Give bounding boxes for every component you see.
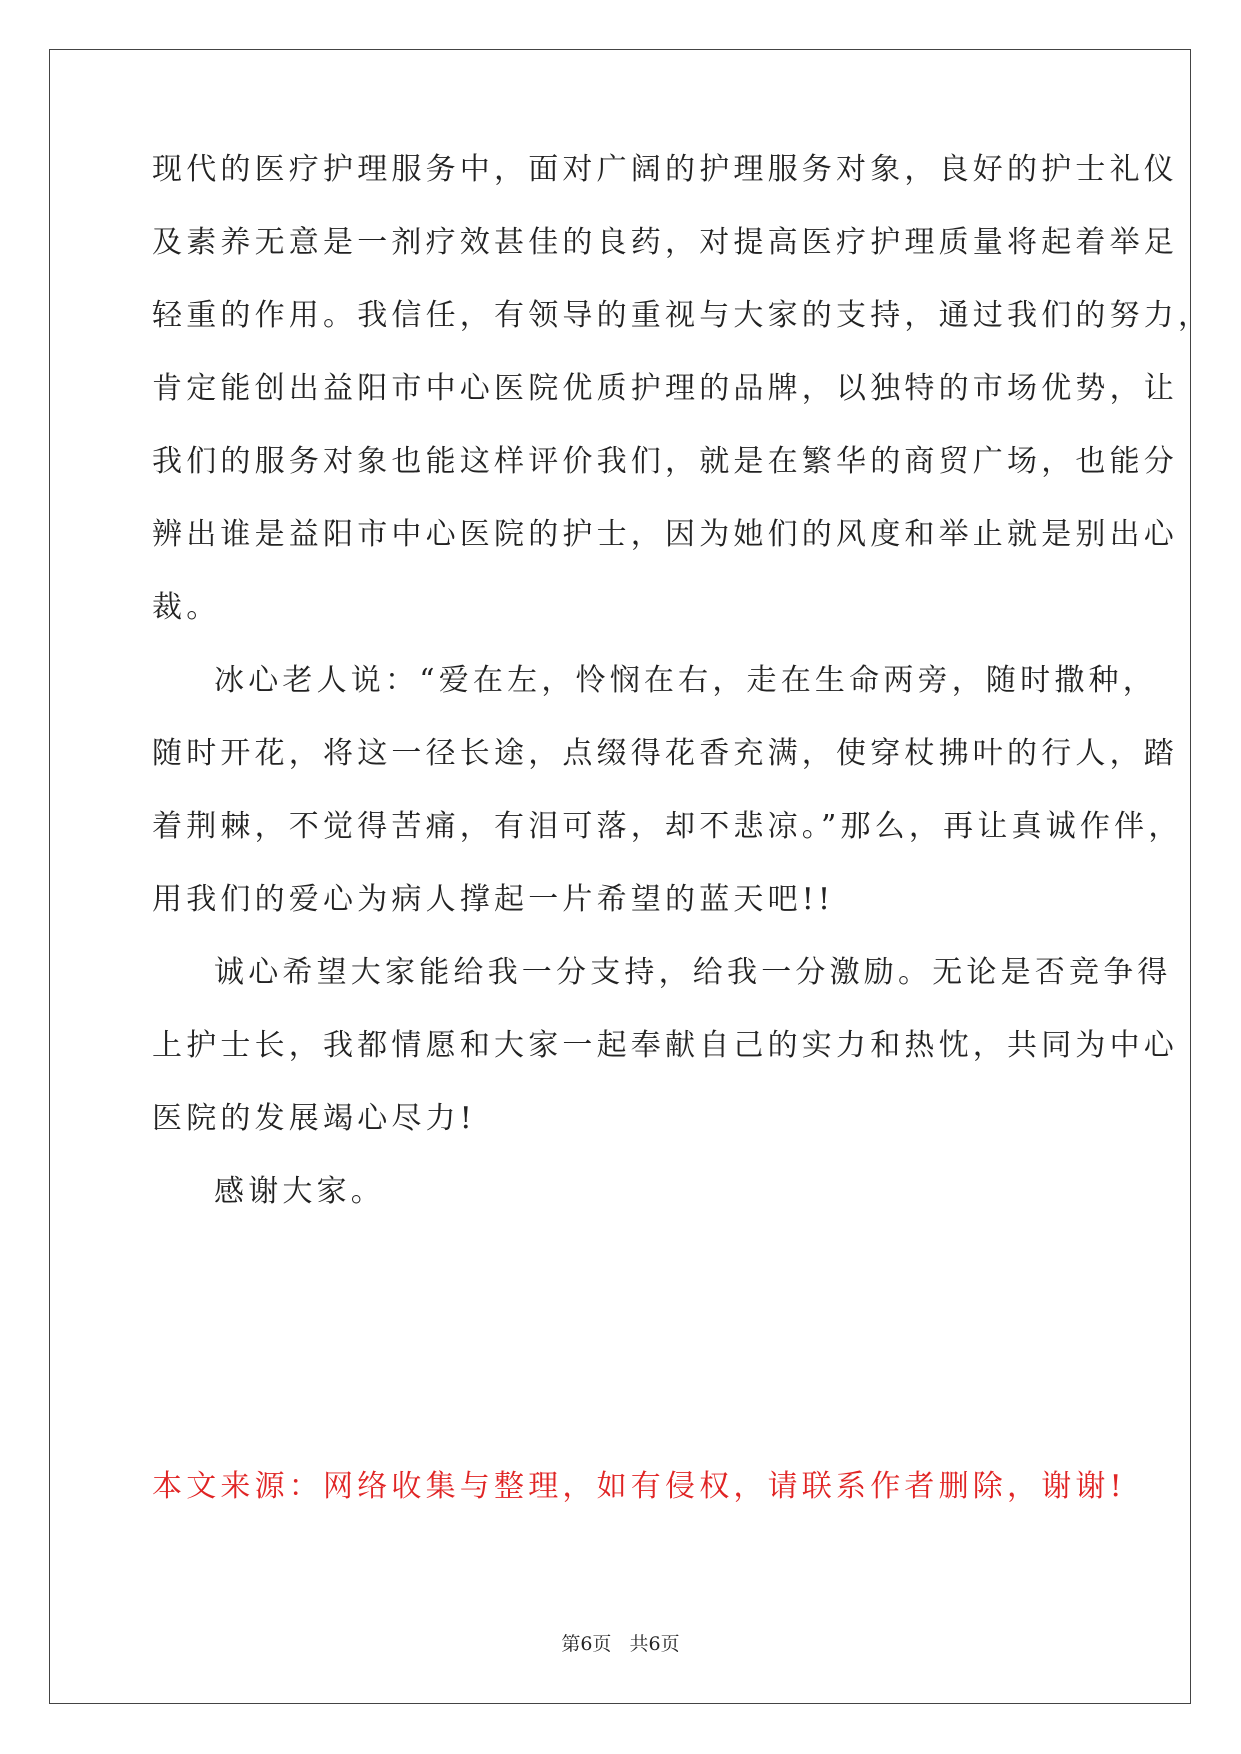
paragraph-line: 感谢大家。 <box>214 1174 385 1209</box>
page-number-footer: 第6页 共6页 <box>561 1633 680 1655</box>
paragraph-line: 诚心希望大家能给我一分支持，给我一分激励。无论是否竞争得 <box>214 955 1172 990</box>
paragraph-line: 肯定能创出益阳市中心医院优质护理的品牌，以独特的市场优势，让 <box>152 371 1178 406</box>
paragraph-line: 现代的医疗护理服务中，面对广阔的护理服务对象，良好的护士礼仪 <box>152 152 1178 187</box>
paragraph-line: 及素养无意是一剂疗效甚佳的良药，对提高医疗护理质量将起着举足 <box>152 225 1178 260</box>
paragraph-line: 辨出谁是益阳市中心医院的护士，因为她们的风度和举止就是别出心 <box>152 517 1178 552</box>
paragraph-line: 冰心老人说：“爱在左，怜悯在右，走在生命两旁，随时撒种， <box>214 663 1157 698</box>
paragraph-line: 着荆棘，不觉得苦痛，有泪可落，却不悲凉。”那么，再让真诚作伴， <box>152 809 1183 844</box>
paragraph-line: 医院的发展竭心尽力! <box>152 1101 477 1136</box>
paragraph-line: 轻重的作用。我信任，有领导的重视与大家的支持，通过我们的努力， <box>152 298 1213 333</box>
source-note: 本文来源：网络收集与整理，如有侵权，请联系作者删除，谢谢! <box>152 1469 1126 1504</box>
paragraph-line: 裁。 <box>152 590 221 625</box>
paragraph-line: 随时开花，将这一径长途，点缀得花香充满，使穿杖拂叶的行人，踏 <box>152 736 1178 771</box>
paragraph-line: 用我们的爱心为病人撑起一片希望的蓝天吧!! <box>152 882 835 917</box>
paragraph-line: 上护士长，我都情愿和大家一起奉献自己的实力和热忱，共同为中心 <box>152 1028 1178 1063</box>
paragraph-line: 我们的服务对象也能这样评价我们，就是在繁华的商贸广场，也能分 <box>152 444 1178 479</box>
